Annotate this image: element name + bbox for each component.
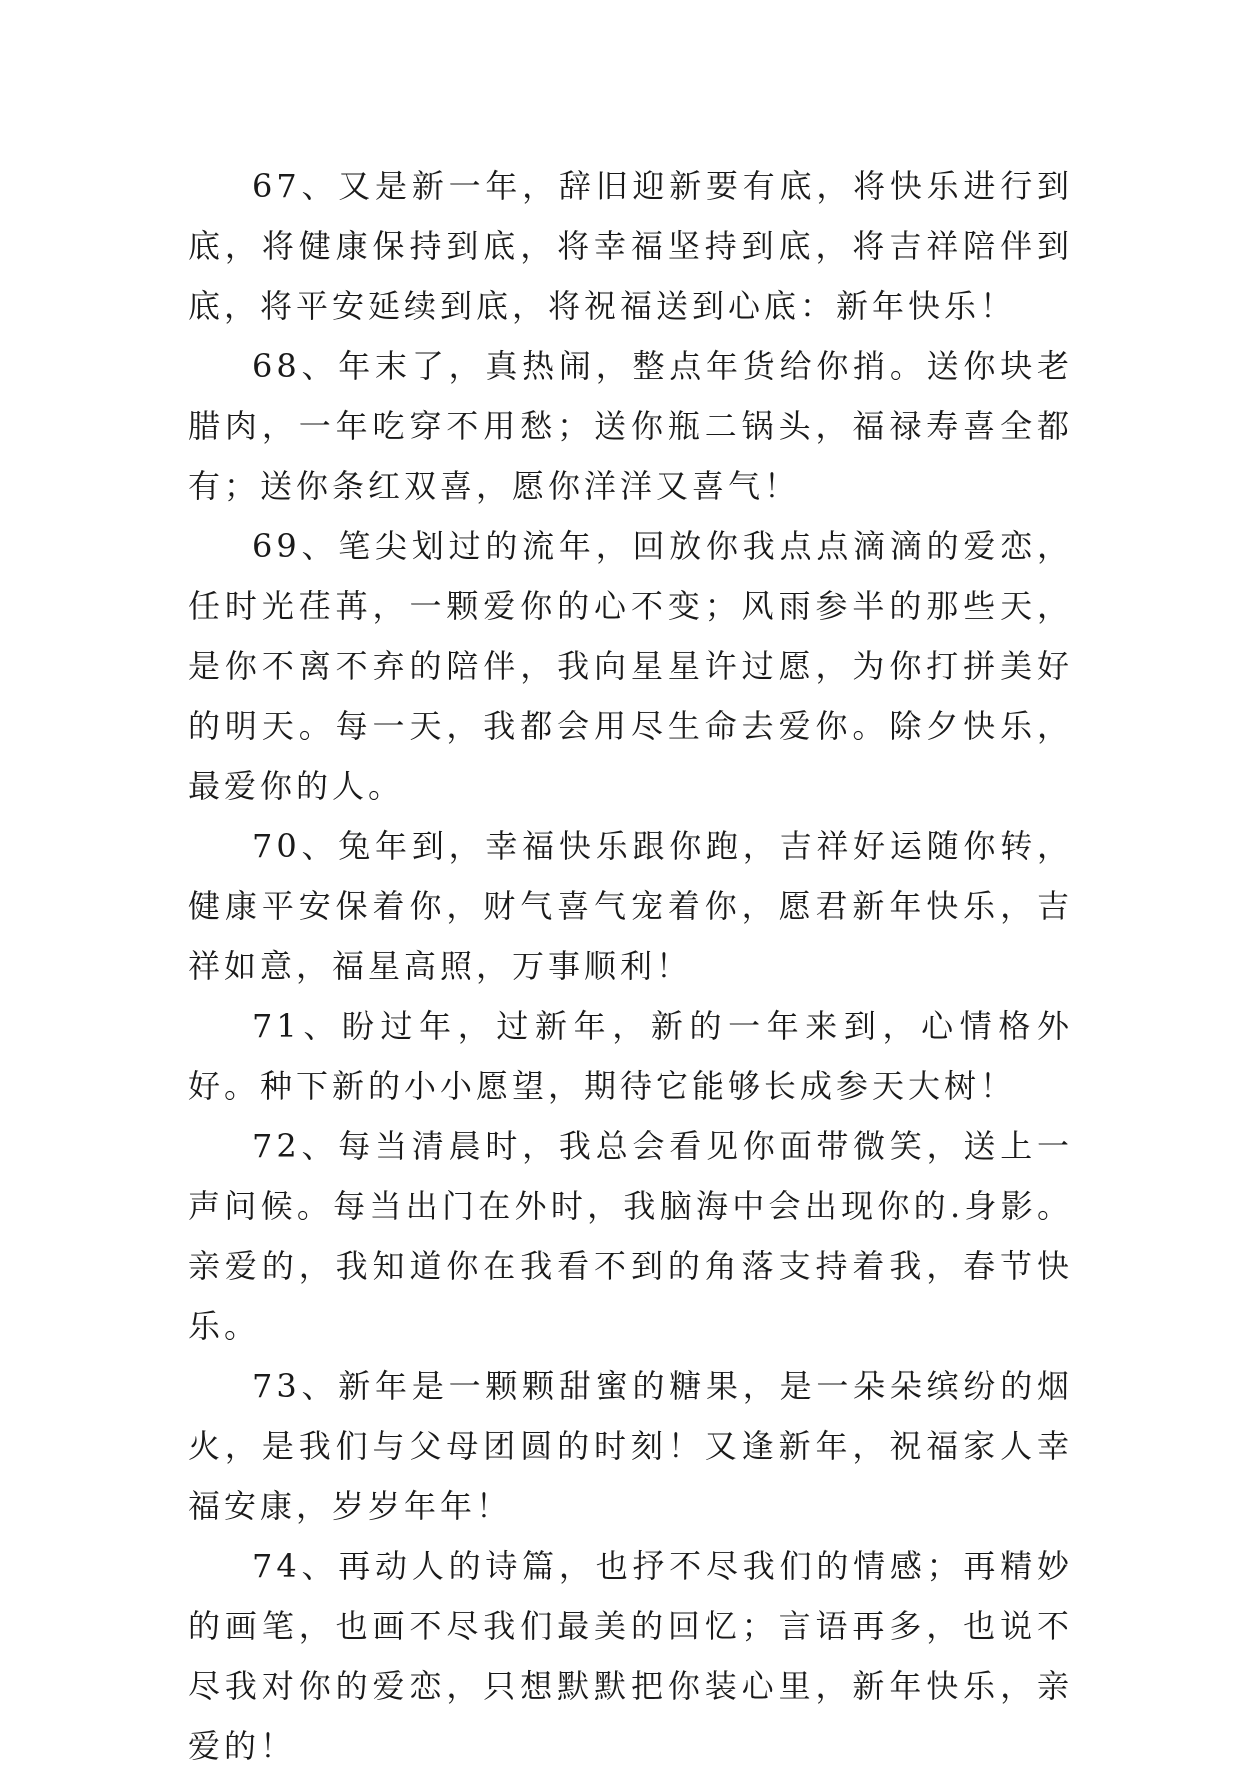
paragraph-69: 69、笔尖划过的流年，回放你我点点滴滴的爱恋，任时光荏苒，一颗爱你的心不变；风雨参半的那些天，是你不离不弃的陪伴，我向星星许过愿，为你打拼美好的明天。每一天，我都会用尽生命去爱你。除夕快乐，最爱你的人。 bbox=[188, 527, 1073, 805]
paragraph-67: 67、又是新一年，辞旧迎新要有底，将快乐进行到底，将健康保持到底，将幸福坚持到底，将吉祥陪伴到底，将平安延续到底，将祝福送到心底：新年快乐！ bbox=[188, 167, 1073, 325]
document-body bbox=[188, 156, 1073, 1776]
paragraph-74: 74、再动人的诗篇，也抒不尽我们的情感；再精妙的画笔，也画不尽我们最美的回忆；言语再多，也说不尽我对你的爱恋，只想默默把你装心里，新年快乐，亲爱的！ bbox=[188, 1547, 1073, 1765]
paragraph-68: 68、年末了，真热闹，整点年货给你捎。送你块老腊肉，一年吃穿不用愁；送你瓶二锅头，福禄寿喜全都有；送你条红双喜，愿你洋洋又喜气！ bbox=[188, 347, 1073, 505]
paragraph-71: 71、盼过年，过新年，新的一年来到，心情格外好。种下新的小小愿望，期待它能够长成参天大树！ bbox=[188, 1007, 1073, 1105]
paragraph-73: 73、新年是一颗颗甜蜜的糖果，是一朵朵缤纷的烟火，是我们与父母团圆的时刻！又逢新年，祝福家人幸福安康，岁岁年年！ bbox=[188, 1367, 1073, 1525]
paragraph-72: 72、每当清晨时，我总会看见你面带微笑，送上一声问候。每当出门在外时，我脑海中会出现你的.身影。亲爱的，我知道你在我看不到的角落支持着我，春节快乐。 bbox=[188, 1127, 1073, 1345]
paragraph-70: 70、兔年到，幸福快乐跟你跑，吉祥好运随你转，健康平安保着你，财气喜气宠着你，愿君新年快乐，吉祥如意，福星高照，万事顺利！ bbox=[188, 827, 1073, 985]
